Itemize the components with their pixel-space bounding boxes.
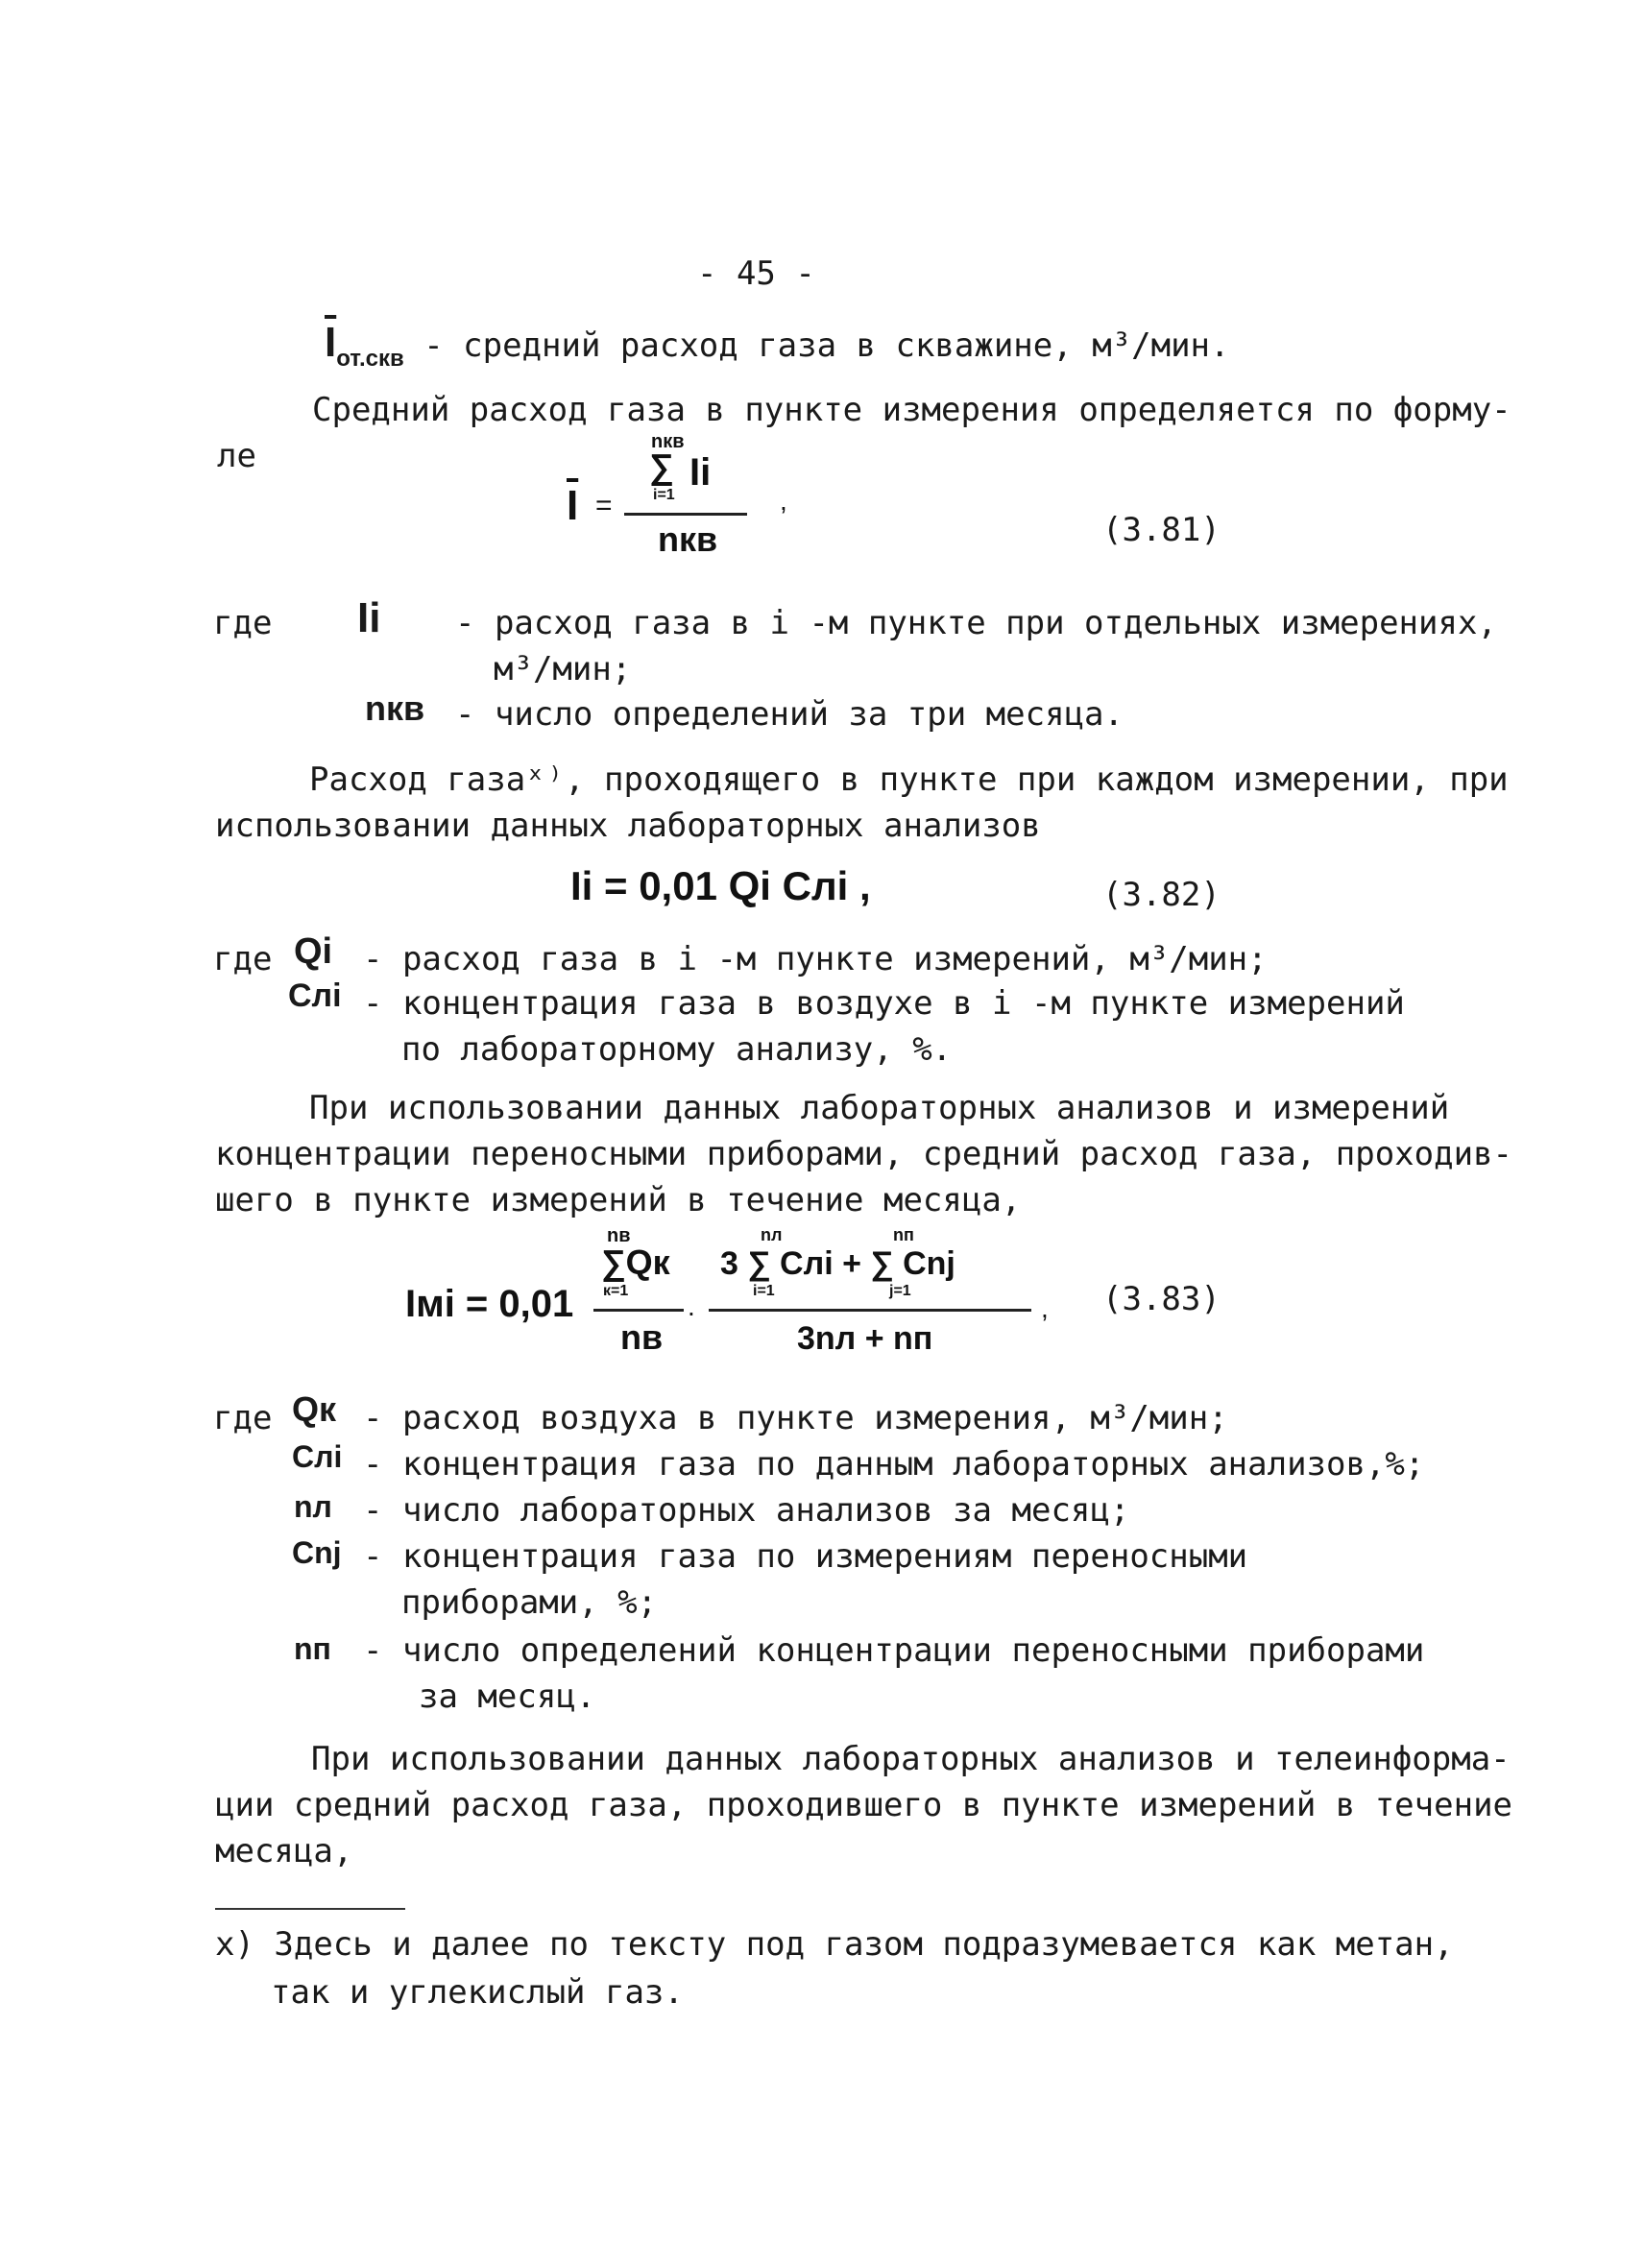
symbol-subscript: от.скв	[336, 346, 404, 372]
paragraph-1-line-2: ле	[217, 437, 256, 475]
defs383-item-5-line-1: - число определений концентрации переносными приборами	[363, 1631, 1425, 1670]
paragraph-4-line-2: ции средний расход газа, проходившего в пункте измерений в течение	[215, 1786, 1513, 1824]
defs382-where: где	[213, 940, 273, 978]
defs383-item-2-line-1: - концентрация газа по данным лабораторных анализов,%;	[363, 1445, 1425, 1484]
symbol-np: nп	[294, 1631, 331, 1666]
eq383-f2-denominator: 3nл + nп	[797, 1320, 933, 1357]
defs383-item-3-symbol	[294, 1490, 332, 1523]
page-number: - 45 -	[697, 254, 815, 293]
defs382-item-2-symbol	[288, 979, 342, 1012]
symbol-cli-2: Cлi	[292, 1439, 343, 1474]
eq381-comma: ,	[780, 486, 787, 516]
defs382-item-1-line-1: - расход газа в i -м пункте измерений, м³/мин;	[363, 940, 1268, 978]
defs381-item-2-symbol	[365, 688, 425, 728]
symbol-cli: Cлi	[288, 977, 342, 1014]
footnote-line-2: так и углекислый газ.	[271, 1973, 684, 2012]
paragraph-2-line-2: использовании данных лабораторных анализов	[215, 807, 1041, 845]
paragraph-4-line-1: При использовании данных лабораторных анализов и телеинформа-	[311, 1740, 1511, 1778]
defs383-item-4-line-2: приборами, %;	[401, 1583, 658, 1622]
defs383-item-2-symbol	[292, 1440, 342, 1473]
eq383-f1-upper-limit: nв	[607, 1225, 631, 1246]
paragraph-3-line-2: концентрации переносными приборами, средний расход газа, проходив-	[215, 1135, 1513, 1173]
intro-definition	[325, 319, 1230, 372]
defs383-item-1-symbol	[292, 1389, 337, 1429]
eq383-f2-lower-limit-2: j=1	[889, 1283, 911, 1299]
eq381-sum-sign: ∑	[649, 446, 674, 486]
defs382-item-1-symbol	[294, 933, 332, 970]
eq383-f1-denominator: nв	[620, 1317, 664, 1357]
paragraph-3-line-1: При использовании данных лабораторных анализов и измерений	[309, 1089, 1450, 1127]
paragraph-2-line-1: Расход газаˣ⁾, проходящего в пункте при каждом измерении, при	[309, 760, 1509, 799]
eq383-f2-numerator: 3 ∑ Cлi + ∑ Cnj	[720, 1245, 955, 1282]
defs382-item-2-line-2: по лабораторному анализу, %.	[401, 1030, 953, 1069]
eq383-dot: .	[688, 1291, 695, 1321]
paragraph-1-line-1: Средний расход газа в пункте измерения определяется по форму-	[312, 391, 1511, 429]
symbol-nkv: nкв	[365, 688, 425, 728]
eq383-f1-lower-limit: к=1	[603, 1283, 629, 1299]
eq383-f2-lower-limit-1: i=1	[753, 1283, 775, 1299]
eq383-f1-bar	[593, 1309, 684, 1312]
symbol-qi: Qi	[294, 931, 333, 972]
eq383-lhs: Iмi = 0,01	[405, 1283, 574, 1325]
equation-3-82: Ii = 0,01 Qi Cлi ,	[570, 863, 871, 908]
equation-3-81	[557, 432, 1229, 576]
symbol-ii: Ii	[357, 594, 381, 641]
eq381-equals: =	[595, 490, 613, 521]
footnote-line-1: x) Здесь и далее по тексту под газом подразумевается как метан,	[215, 1925, 1454, 1964]
eq382-number: (3.82)	[1102, 876, 1221, 914]
defs381-item-1-line-2: м³/мин;	[494, 650, 632, 688]
defs381-item-2-line-1: - число определений за три месяца.	[455, 695, 1124, 734]
eq381-term: Ii	[689, 451, 712, 494]
eq383-number: (3.83)	[1102, 1280, 1221, 1318]
defs381-item-1-line-1: - расход газа в i -м пункте при отдельных измерениях,	[455, 604, 1497, 642]
defs383-item-5-symbol	[294, 1632, 331, 1665]
defs381-where: где	[213, 604, 273, 642]
defs383-item-4-symbol	[292, 1536, 342, 1569]
defs382-item-2-line-1: - концентрация газа в воздухе в i -м пункте измерений	[363, 984, 1405, 1023]
eq381-fraction-bar	[624, 513, 747, 516]
footnote-rule	[215, 1908, 405, 1910]
defs383-item-4-line-1: - концентрация газа по измерениям переносными	[363, 1537, 1248, 1576]
eq381-lhs: $\overline{I}$	[567, 482, 579, 529]
eq381-denominator: nкв	[658, 519, 718, 559]
paragraph-3-line-3: шего в пункте измерений в течение месяца,	[215, 1181, 1022, 1219]
definition-text: - средний расход газа в скважине, м³/мин.	[423, 326, 1230, 365]
symbol-nl: nл	[294, 1489, 332, 1524]
eq383-comma: ,	[1041, 1293, 1049, 1323]
eq381-number: (3.81)	[1102, 511, 1221, 549]
defs381-item-1-symbol	[357, 594, 381, 641]
eq383-f1-sum: ∑Qк	[601, 1243, 670, 1282]
defs383-item-1-line-1: - расход воздуха в пункте измерения, м³/мин;	[363, 1399, 1228, 1437]
eq383-f2-bar	[709, 1309, 1031, 1312]
symbol-i-avg: $\overline{I}$	[325, 319, 337, 366]
paragraph-4-line-3: месяца,	[215, 1832, 353, 1870]
eq383-f2-upper-limit-2: nп	[893, 1225, 914, 1244]
eq383-f2-upper-limit-1: nл	[761, 1225, 783, 1244]
defs383-where: где	[213, 1399, 273, 1437]
symbol-qk: Qк	[292, 1389, 337, 1429]
equation-3-83	[403, 1215, 1076, 1378]
eq381-upper-limit: nкв	[651, 431, 685, 452]
symbol-cnj: Cnj	[292, 1535, 342, 1570]
defs383-item-3-line-1: - число лабораторных анализов за месяц;	[363, 1491, 1130, 1530]
defs383-item-5-line-2: за месяц.	[419, 1677, 596, 1716]
eq381-lower-limit: i=1	[653, 487, 675, 503]
